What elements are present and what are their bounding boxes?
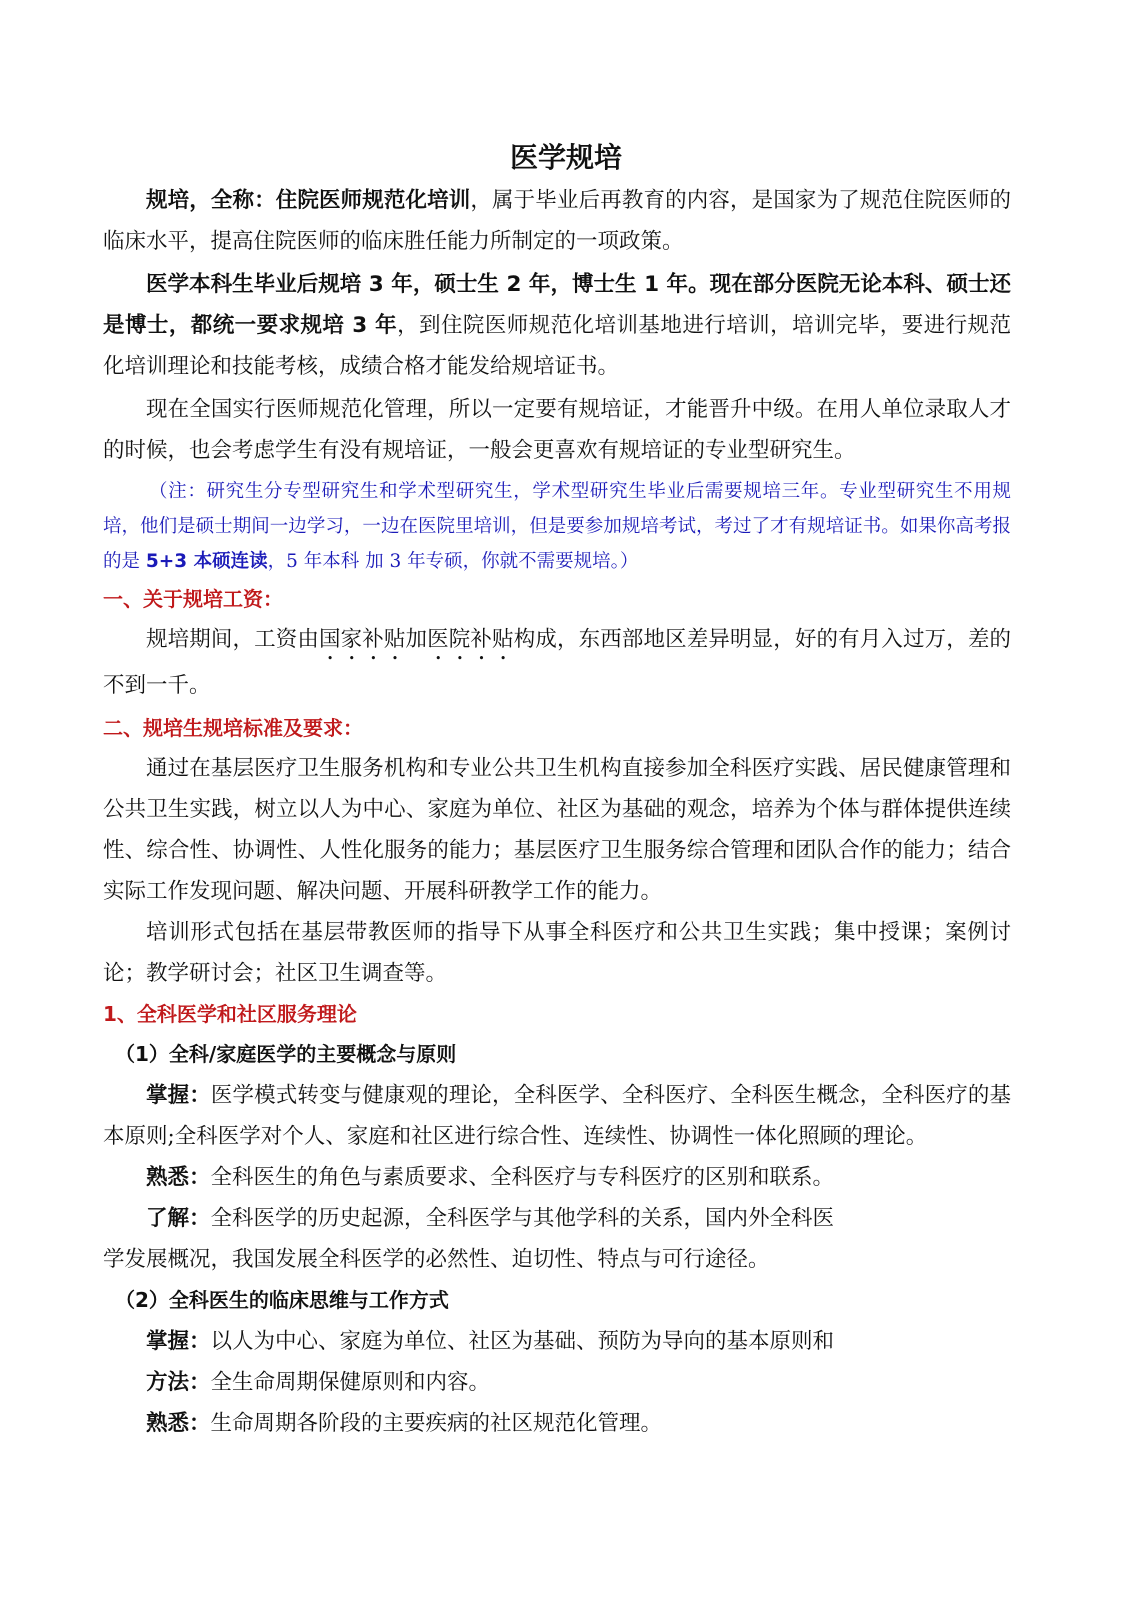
item2-method <box>103 1362 1011 1403</box>
salary-text-pre: 规培期间，工资由 <box>146 627 320 652</box>
section2-paragraph-2: 培训形式包括在基层带教医师的指导下从事全科医疗和公共卫生实践；集中授课；案例讨论；教学研讨会；社区卫生调查等。 <box>103 920 1011 986</box>
duration-bold: 医学本科生毕业后规培 3 年，硕士生 2 年，博士生 1 年。现在部分医院无论本科、硕士还是博士，都统一要求规培 3 年 <box>103 272 1011 338</box>
item1-familiar <box>103 1157 1011 1198</box>
document-body <box>103 180 1011 1444</box>
salary-text-mid: 加 <box>405 627 428 652</box>
section1-heading: 一、关于规培工资： <box>103 587 283 611</box>
subsection1-heading: 1、全科医学和社区服务理论 <box>103 1002 357 1026</box>
intro-paragraph <box>103 180 1011 262</box>
item1-familiar-label: 熟悉： <box>146 1165 211 1190</box>
note-bold: 5+3 本硕连读 <box>145 551 268 572</box>
item1-master <box>103 1075 1011 1157</box>
item1-know-continued: 学发展概况，我国发展全科医学的必然性、迫切性、特点与可行途径。 <box>103 1247 770 1272</box>
item1-know <box>103 1198 1011 1239</box>
item2-master-text: 以人为中心、家庭为单位、社区为基础、预防为导向的基本原则和 <box>210 1329 835 1354</box>
item2-familiar-text: 生命周期各阶段的主要疾病的社区规范化管理。 <box>210 1411 663 1436</box>
emphasis-hospital-subsidy: 医院补贴 <box>427 627 514 652</box>
duration-paragraph <box>103 264 1011 387</box>
note-text-1: （注：研究生分专型研究生和学术型研究生，学术型研究生毕业后需要规培三年。专业型研究生不用规培，他们是硕士期间一边学习，一边在医院里培训，但是要参加规培考试，考过了才有规培证书。如果你高考报的是 <box>103 481 1011 572</box>
item2-heading: （2）全科医生的临床思维与工作方式 <box>115 1288 449 1312</box>
salary-text-post: 构成，东西部地区差异明显，好的有月入过万，差的不到一千。 <box>103 627 1011 698</box>
salary-paragraph <box>103 619 1011 706</box>
section2-heading: 二、规培生规培标准及要求： <box>103 716 363 740</box>
national-paragraph: 现在全国实行医师规范化管理，所以一定要有规培证，才能晋升中级。在用人单位录取人才的时候，也会考虑学生有没有规培证，一般会更喜欢有规培证的专业型研究生。 <box>103 397 1011 463</box>
item2-method-text: 全生命周期保健原则和内容。 <box>210 1370 491 1395</box>
item1-heading: （1）全科/家庭医学的主要概念与原则 <box>115 1042 457 1066</box>
intro-text: ，属于毕业后再教育的内容，是国家为了规范住院医师的临床水平，提高住院医师的临床胜任能力所制定的一项政策。 <box>103 188 1011 254</box>
item2-familiar <box>103 1403 1011 1444</box>
item1-know-label: 了解： <box>146 1206 211 1231</box>
item2-familiar-label: 熟悉： <box>146 1411 211 1436</box>
note-paragraph <box>103 474 1011 579</box>
section2-paragraph-1: 通过在基层医疗卫生服务机构和专业公共卫生机构直接参加全科医疗实践、居民健康管理和公共卫生实践，树立以人为中心、家庭为单位、社区为基础的观念，培养为个体与群体提供连续性、综合性、协调性、人性化服务的能力；基层医疗卫生服务综合管理和团队合作的能力；结合实际工作发现问题、解决问题、开展科研教学工作的能力。 <box>103 756 1011 904</box>
intro-bold: 规培，全称：住院医师规范化培训 <box>146 188 471 213</box>
item2-master-label: 掌握： <box>146 1329 211 1354</box>
page-title: 医学规培 <box>509 141 622 174</box>
item2-method-label: 方法： <box>146 1370 211 1395</box>
item1-master-label: 掌握： <box>146 1083 211 1108</box>
item1-master-text: 医学模式转变与健康观的理论，全科医学、全科医疗、全科医生概念，全科医疗的基本原则;全科医学对个人、家庭和社区进行综合性、连续性、协调性一体化照顾的理论。 <box>103 1083 1011 1149</box>
duration-text: ，到住院医师规范化培训基地进行培训，培训完毕，要进行规范化培训理论和技能考核，成绩合格才能发给规培证书。 <box>103 313 1011 379</box>
item1-know-text-1: 全科医学的历史起源，全科医学与其他学科的关系，国内外全科医 <box>210 1206 835 1231</box>
item2-master <box>103 1321 1011 1362</box>
emphasis-national-subsidy: 国家补贴 <box>319 627 406 652</box>
item1-familiar-text: 全科医生的角色与素质要求、全科医疗与专科医疗的区别和联系。 <box>210 1165 835 1190</box>
note-text-2: ，5 年本科 加 3 年专硕，你就不需要规培。） <box>267 551 639 572</box>
